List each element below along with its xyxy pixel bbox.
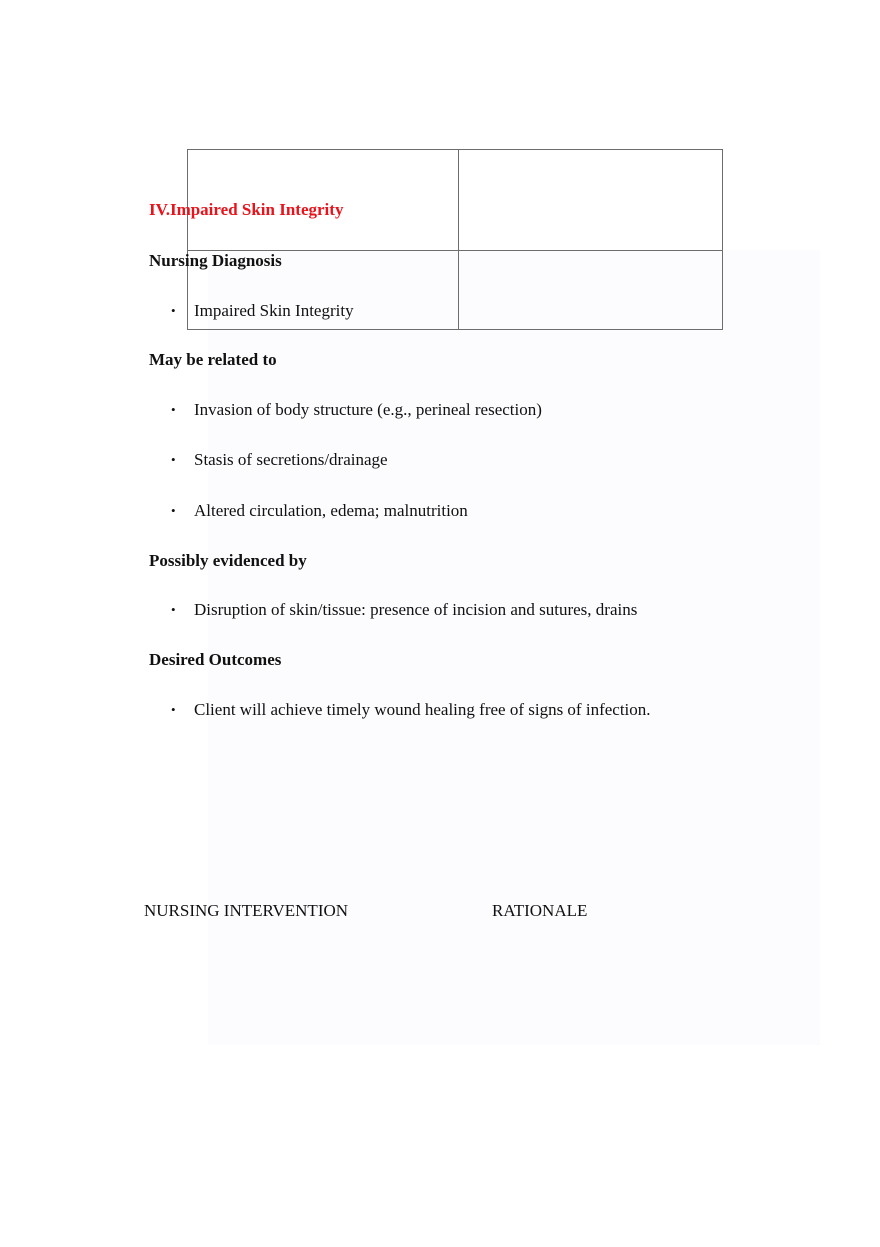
related-to-item: Altered circulation, edema; malnutrition <box>194 501 468 520</box>
related-to-item: Stasis of secretions/drainage <box>194 450 388 469</box>
bullet-marker: • <box>171 602 176 617</box>
page-background-panel <box>208 250 820 1045</box>
related-to-heading: May be related to <box>149 350 277 369</box>
nursing-intervention-header: NURSING INTERVENTION <box>144 901 349 920</box>
related-to-item: Invasion of body structure (e.g., perineal resection) <box>194 400 542 419</box>
evidenced-by-item: Disruption of skin/tissue: presence of incision and sutures, drains <box>194 600 638 619</box>
section-title: IV.Impaired Skin Integrity <box>149 200 344 219</box>
bullet-marker: • <box>171 702 176 717</box>
desired-outcome-item: Client will achieve timely wound healing free of signs of infection. <box>194 700 651 719</box>
nursing-diagnosis-heading: Nursing Diagnosis <box>149 251 282 270</box>
rationale-header: RATIONALE <box>492 901 588 920</box>
evidenced-by-heading: Possibly evidenced by <box>149 551 307 570</box>
bullet-marker: • <box>171 402 176 417</box>
desired-outcomes-heading: Desired Outcomes <box>149 650 282 669</box>
bullet-marker: • <box>171 452 176 467</box>
diagnosis-item: Impaired Skin Integrity <box>194 301 354 320</box>
bullet-marker: • <box>171 503 176 518</box>
bullet-marker: • <box>171 303 176 318</box>
table-column-divider <box>458 150 459 329</box>
